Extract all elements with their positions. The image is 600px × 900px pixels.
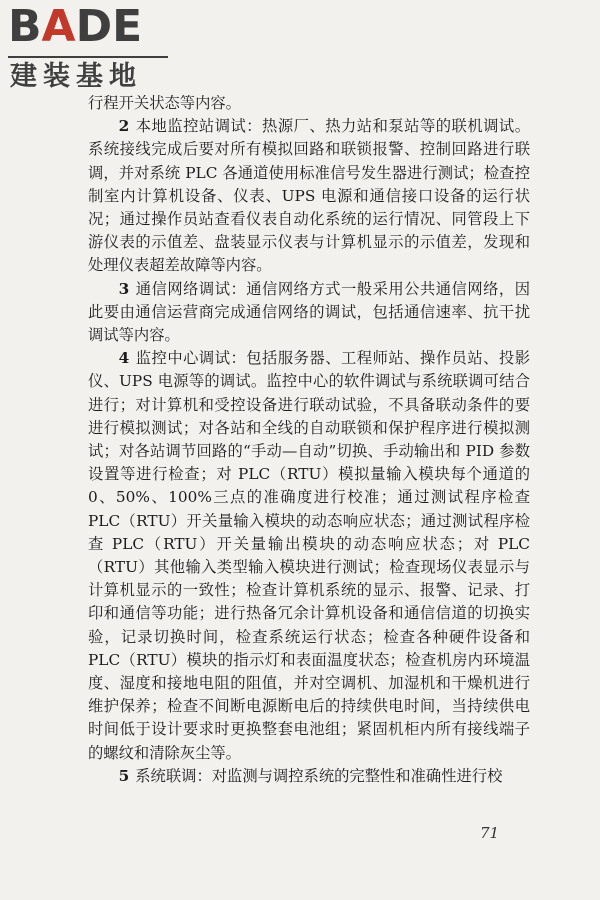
paragraph-item-5: 5 系统联调：对监测与调控系统的完整性和准确性进行校 bbox=[118, 766, 503, 785]
logo-divider bbox=[8, 56, 168, 58]
item-number: 5 bbox=[118, 766, 130, 785]
logo-subtitle: 建装基地 bbox=[10, 61, 142, 92]
item-number: 3 bbox=[118, 279, 130, 298]
page-number: 71 bbox=[480, 824, 500, 842]
paragraph-item-2: 2 本地监控站调试：热源厂、热力站和泵站等的联机调试。系统接线完成后要对所有模拟回路和联锁报警、控制回路进行联调，并对系统 PLC 各通道使用标准信号发生器进行测试；检查控制室内计算机设备、仪表、UPS 电源和通信接口设备的运行状况；通过操作员站查看仪表自动化系统的运行情况、同管段上下游仪表的示值差、盘装显示仪表与计算机显示的示值差，发现和处理仪表超差故障等内容。 bbox=[88, 117, 530, 275]
page-body bbox=[88, 92, 530, 788]
logo-wordmark: BADE bbox=[8, 1, 143, 52]
item-number: 2 bbox=[118, 117, 130, 136]
paragraph-item-3: 3 通信网络调试：通信网络方式一般采用公共通信网络，因此要由通信运营商完成通信网络的调试，包括通信速率、抗干扰调试等内容。 bbox=[88, 279, 530, 345]
paragraph-continuation: 行程开关状态等内容。 bbox=[88, 94, 241, 112]
paragraph-item-4: 4 监控中心调试：包括服务器、工程师站、操作员站、投影仪、UPS 电源等的调试。监控中心的软件调试与系统联调可结合进行；对计算机和受控设备进行联动试验，不具备联动条件的要进行模拟测试；对各站和全线的自动联锁和保护程序进行模拟测试；对各站调节回路的“手动—自动”切换、手动输出和 PID 参数设置等进行检查；对 PLC（RTU）模拟量输入模块每个通道的 0、50%、100%三点的准确度进行校准；通过测试程序检查 PLC（RTU）开关量输入模块的动态响应状态；通过测试程序检查 PLC（RTU）开关量输出模块的动态响应状态；对 PLC（RTU）其他输入类型输入模块进行测试；检查现场仪表显示与计算机显示的一致性；检查计算机系统的显示、报警、记录、打印和通信等功能；进行热备冗余计算机设备和通信信道的切换实验，记录切换时间，检查系统运行状态；检查各种硬件设备和 PLC（RTU）模块的指示灯和表面温度状态；检查机房内环境温度、湿度和接地电阻的阻值，并对空调机、加湿机和干燥机进行维护保养；检查不间断电源断电后的持续供电时间，当持续供电时间低于设计要求时更换整套电池组；紧固机柜内所有接线端子的螺纹和清除灰尘等。 bbox=[88, 349, 530, 762]
item-number: 4 bbox=[118, 349, 130, 368]
brand-logo bbox=[8, 1, 178, 94]
